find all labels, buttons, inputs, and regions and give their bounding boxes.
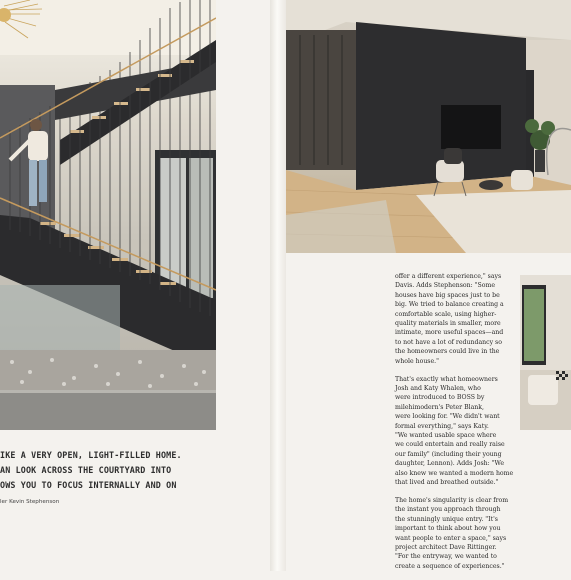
edge-illustration xyxy=(520,275,571,430)
body-paragraph-3 xyxy=(395,496,507,571)
text-line: daughter, Lennon). Adds Josh: "We xyxy=(395,460,505,468)
caption-line: IKE A VERY OPEN, LIGHT-FILLED HOME. xyxy=(0,450,182,460)
text-line: milehimodern's Peter Blank, xyxy=(395,403,484,411)
living-room-photo xyxy=(286,0,571,253)
text-line: houses have big spaces just to be xyxy=(395,291,500,299)
text-line: to not have a lot of redundancy so xyxy=(395,338,502,346)
text-line: important to think about how you xyxy=(395,525,501,533)
text-line: quality materials in smaller, more xyxy=(395,320,501,328)
text-line: were looking for. "We didn't want xyxy=(395,413,500,421)
text-line: create a sequence of experiences." xyxy=(395,562,505,570)
interior-edge-photo xyxy=(520,275,571,430)
stairwell-illustration xyxy=(0,0,216,430)
caption-line: AN LOOK ACROSS THE COURTYARD INTO xyxy=(0,465,172,475)
caption-line: OWS YOU TO FOCUS INTERNALLY AND ON xyxy=(0,480,177,490)
text-line: that lived and breathed outside." xyxy=(395,479,499,487)
text-line: Davis. Adds Stephenson: "Some xyxy=(395,282,496,290)
page-gutter xyxy=(270,0,286,571)
text-line: The home's singularity is clear from xyxy=(395,496,509,504)
text-line: That's exactly what homeowners xyxy=(395,375,498,383)
stairwell-photo xyxy=(0,0,216,430)
text-line: comfortable scale, using higher- xyxy=(395,310,497,318)
text-line: want people to enter a space," says xyxy=(395,534,507,542)
text-line: "For the entryway, we wanted to xyxy=(395,553,497,561)
living-room-illustration xyxy=(286,0,571,253)
text-line: whole house." xyxy=(395,357,439,365)
text-line: "We wanted usable space where xyxy=(395,432,497,439)
text-line: offer a different experience," says xyxy=(395,273,502,280)
body-paragraph-2 xyxy=(395,375,514,488)
text-line: formal everything," says Katy. xyxy=(395,422,489,430)
text-line: the stunningly unique entry. "It's xyxy=(395,515,498,523)
text-line: were introduced to BOSS by xyxy=(395,394,485,402)
text-line: also knew we wanted a modern home xyxy=(395,469,514,477)
photo-credit: ler Kevin Stephenson xyxy=(0,499,60,505)
text-line: intimate, more useful spaces—and xyxy=(395,329,504,337)
text-line: the homeowners could live in the xyxy=(395,348,500,356)
text-line: Josh and Katy Whalen, who xyxy=(395,384,481,392)
text-line: project architect Dave Rittinger. xyxy=(395,543,497,551)
text-line: our family" (including their young xyxy=(395,450,502,458)
pull-quote-caption xyxy=(0,448,262,493)
body-paragraph-1 xyxy=(395,272,507,366)
television xyxy=(441,105,501,149)
text-line: the instant you approach through xyxy=(395,506,501,514)
article-body-column xyxy=(395,272,514,580)
text-line: we could entertain and really raise xyxy=(395,441,505,449)
text-line: big. We tried to balance creating a xyxy=(395,301,504,309)
